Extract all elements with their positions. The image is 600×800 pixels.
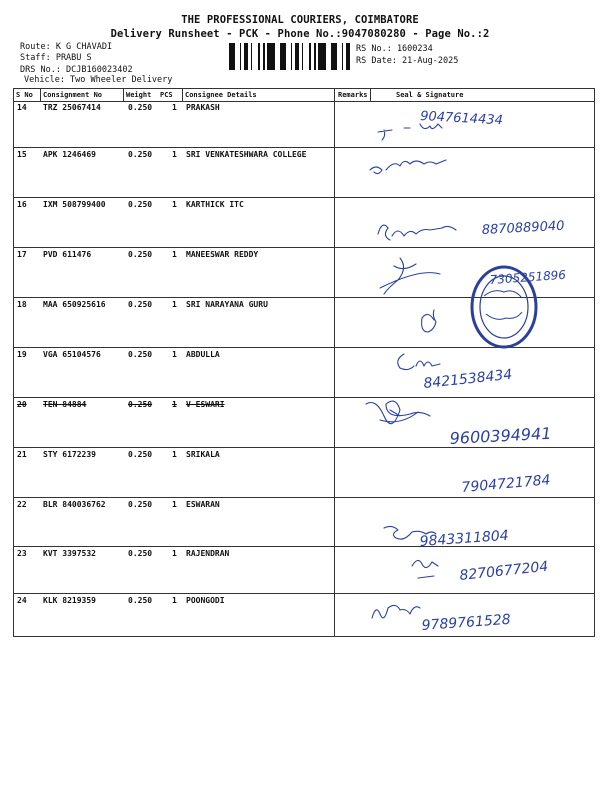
signature-mark	[422, 310, 436, 332]
cell-consignee: SRI NARAYANA GURU	[186, 300, 268, 309]
cell-sno: 15	[17, 150, 27, 159]
cell-consignee: KARTHICK ITC	[186, 200, 244, 209]
barcode-bar	[258, 43, 260, 70]
barcode-bar	[331, 43, 334, 70]
drs-number: DRS No.: DCJB160023402	[20, 65, 133, 75]
handwritten-phone: 9843311804	[419, 527, 510, 550]
barcode-bar	[244, 43, 247, 70]
handwritten-phone: 8270677204	[458, 558, 550, 584]
signature-mark	[398, 354, 440, 370]
cell-consignment: PVD 611476	[43, 250, 92, 259]
college-seal-stamp	[466, 262, 538, 352]
cell-pcs: 1	[172, 400, 177, 409]
barcode-bar	[240, 43, 241, 70]
barcode-bar	[298, 43, 299, 70]
handwritten-phone: 8870889040	[481, 218, 565, 238]
cell-weight: 0.250	[128, 250, 153, 259]
header-sno: S No	[16, 91, 33, 99]
cell-consignee: PRAKASH	[186, 103, 220, 112]
barcode-bar	[302, 43, 303, 70]
cell-consignee: ABDULLA	[186, 350, 220, 359]
barcode-bar	[323, 43, 326, 70]
barcode-bar	[342, 43, 343, 70]
barcode-bar	[280, 43, 283, 70]
cell-pcs: 1	[172, 500, 177, 509]
barcode-bar	[270, 43, 272, 70]
cell-weight: 0.250	[128, 549, 153, 558]
cell-sno: 23	[17, 549, 27, 558]
cell-pcs: 1	[172, 200, 177, 209]
cell-consignment: MAA 650925616	[43, 300, 106, 309]
cell-sno: 20	[17, 400, 27, 409]
cell-weight: 0.250	[128, 103, 153, 112]
cell-weight: 0.250	[128, 300, 153, 309]
cell-weight: 0.250	[128, 200, 153, 209]
company-title: THE PROFESSIONAL COURIERS, COIMBATORE	[181, 14, 419, 26]
cell-weight: 0.250	[128, 350, 153, 359]
cell-sno: 19	[17, 350, 27, 359]
cell-consignee: SRIKALA	[186, 450, 220, 459]
cell-pcs: 1	[172, 549, 177, 558]
cell-consignment: KVT 3397532	[43, 549, 96, 558]
cell-pcs: 1	[172, 450, 177, 459]
cell-pcs: 1	[172, 300, 177, 309]
barcode-bar	[272, 43, 275, 70]
cell-consignee: SRI VENKATESHWARA COLLEGE	[186, 150, 307, 159]
cell-consignment: TEN 84884	[43, 400, 87, 409]
signature-mark	[378, 225, 456, 240]
signature-mark	[370, 160, 446, 174]
barcode-bar	[247, 43, 248, 70]
staff-label: Staff: PRABU S	[20, 53, 92, 63]
signature-area	[360, 88, 595, 637]
barcode-bar	[229, 43, 232, 70]
cell-consignee: RAJENDRAN	[186, 549, 230, 558]
cell-consignment: STY 6172239	[43, 450, 96, 459]
barcode-bar	[334, 43, 337, 70]
signature-mark	[412, 560, 438, 578]
barcode-bar	[314, 43, 316, 70]
route-label: Route: K G CHAVADI	[20, 42, 113, 52]
cell-weight: 0.250	[128, 400, 153, 409]
cell-sno: 16	[17, 200, 27, 209]
cell-consignment: APK 1246469	[43, 150, 96, 159]
barcode-bar	[251, 43, 252, 70]
cell-sno: 21	[17, 450, 27, 459]
cell-consignment: IXM 508799400	[43, 200, 106, 209]
cell-weight: 0.250	[128, 150, 153, 159]
cell-consignment: TRZ 25067414	[43, 103, 101, 112]
cell-pcs: 1	[172, 350, 177, 359]
signature-mark	[372, 605, 420, 618]
barcode-bar	[321, 43, 323, 70]
barcode-bar	[346, 43, 349, 70]
cell-weight: 0.250	[128, 596, 153, 605]
cell-consignment: KLK 8219359	[43, 596, 96, 605]
barcode-bar	[349, 43, 350, 70]
cell-consignee: ESWARAN	[186, 500, 220, 509]
cell-weight: 0.250	[128, 450, 153, 459]
cell-sno: 22	[17, 500, 27, 509]
cell-sno: 18	[17, 300, 27, 309]
col-sep	[40, 88, 41, 101]
header-signature: Seal & Signature	[396, 91, 464, 99]
header-weight: Weight	[126, 91, 152, 99]
header-pcs: PCS	[160, 91, 173, 99]
handwritten-phone: 7904721784	[460, 472, 552, 496]
col-sep	[123, 88, 124, 101]
handwritten-phone: 8421538434	[422, 366, 514, 392]
cell-sno: 17	[17, 250, 27, 259]
header-consignment: Consignment No	[43, 91, 103, 99]
handwritten-phone: 7305251896	[489, 267, 567, 287]
signature-mark	[366, 401, 430, 424]
cell-consignee: MANEESWAR REDDY	[186, 250, 259, 259]
barcode-bar	[309, 43, 311, 70]
runsheet-title: Delivery Runsheet - PCK - Phone No.:9047080280 - Page No.:2	[110, 28, 490, 40]
header-consignee: Consignee Details	[185, 91, 257, 99]
handwritten-phone: 9047614434	[419, 109, 504, 129]
cell-consignment: BLR 840036762	[43, 500, 106, 509]
cell-pcs: 1	[172, 250, 177, 259]
col-sep	[334, 88, 335, 637]
barcode-bar	[267, 43, 270, 70]
cell-consignment: VGA 65104576	[43, 350, 101, 359]
col-sep	[182, 88, 183, 101]
cell-consignee: POONGODI	[186, 596, 225, 605]
signature-mark	[378, 124, 442, 140]
cell-pcs: 1	[172, 150, 177, 159]
cell-sno: 24	[17, 596, 27, 605]
handwritten-phone: 9600394941	[449, 423, 552, 448]
handwritten-phone: 9789761528	[421, 611, 512, 634]
rs-number: RS No.: 1600234	[356, 44, 433, 54]
header-remarks: Remarks	[338, 91, 368, 99]
barcode-bar	[295, 43, 298, 70]
signature-mark	[380, 258, 440, 294]
barcode-bar	[232, 43, 235, 70]
barcode-bar	[263, 43, 265, 70]
barcode-bar	[291, 43, 292, 70]
cell-pcs: 1	[172, 103, 177, 112]
rs-date: RS Date: 21-Aug-2025	[356, 56, 459, 66]
cell-weight: 0.250	[128, 500, 153, 509]
barcode-bar	[318, 43, 321, 70]
cell-consignee: V ESWARI	[186, 400, 225, 409]
cell-pcs: 1	[172, 596, 177, 605]
barcode-bar	[283, 43, 286, 70]
vehicle-label: Vehicle: Two Wheeler Delivery	[24, 75, 173, 85]
cell-sno: 14	[17, 103, 27, 112]
barcode	[229, 43, 353, 70]
